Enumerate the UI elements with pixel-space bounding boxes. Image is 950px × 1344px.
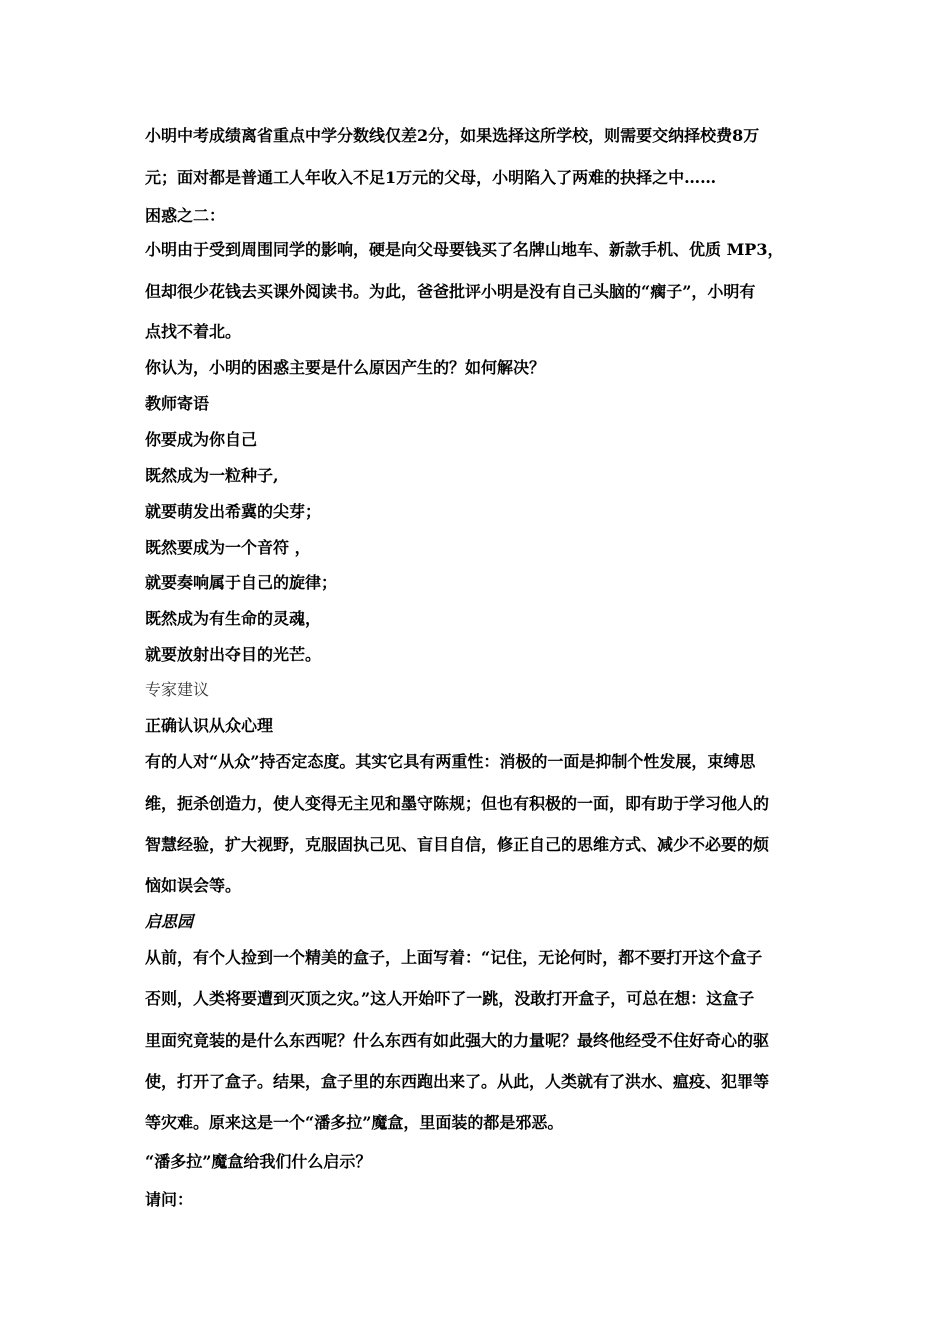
section-heading-teacher: 教师寄语	[145, 394, 210, 413]
subheading-conformity: 正确认识从众心理	[145, 716, 274, 735]
question-line: “潘多拉”魔盒给我们什么启示？	[145, 1152, 372, 1171]
paragraph-line: 维，扼杀创造力，使人变得无主见和墨守陈规；但也有积极的一面，即有助于学习他人的	[145, 794, 770, 813]
poem-line: 就要放射出夺目的光芒。	[145, 645, 322, 664]
section-heading-qisiyuan: 启思园	[145, 912, 194, 931]
paragraph-line: 恼如误会等。	[145, 876, 242, 895]
paragraph-line: 有的人对“从众”持否定态度。其实它具有两重性：消极的一面是抑制个性发展，束缚思	[145, 752, 756, 771]
paragraph-line: 智慧经验，扩大视野，克服固执己见、盲目自信，修正自己的思维方式、减少不必要的烦	[145, 835, 770, 854]
question-line: 你认为，小明的困惑主要是什么原因产生的？如何解决？	[145, 358, 546, 377]
paragraph-line: 点找不着北。	[145, 322, 242, 341]
paragraph-line: 元；面对都是普通工人年收入不足1万元的父母，小明陷入了两难的抉择之中……	[145, 168, 717, 187]
section-heading-expert: 专家建议	[145, 680, 210, 699]
poem-line: 既然成为一粒种子,	[145, 466, 279, 485]
paragraph-line: 等灾难。原来这是一个“潘多拉”魔盒，里面装的都是邪恶。	[145, 1113, 564, 1132]
poem-line: 就要萌发出希冀的尖芽；	[145, 502, 322, 521]
section-heading-confusion-2: 困惑之二：	[145, 206, 226, 225]
paragraph-line: 使，打开了盒子。结果，盒子里的东西跑出来了。从此，人类就有了洪水、瘟疫、犯罪等	[145, 1072, 770, 1091]
paragraph-line: 但却很少花钱去买课外阅读书。为此，爸爸批评小明是没有自己头脑的“瘸子”，小明有	[145, 282, 756, 301]
poem-line: 你要成为你自己	[145, 430, 258, 449]
paragraph-line: 小明中考成绩离省重点中学分数线仅差2分，如果选择这所学校，则需要交纳择校费8万	[145, 126, 760, 145]
paragraph-line: 里面究竟装的是什么东西呢？什么东西有如此强大的力量呢？最终他经受不住好奇心的驱	[145, 1031, 770, 1050]
poem-line: 既然成为有生命的灵魂，	[145, 609, 322, 628]
paragraph-line: 从前，有个人捡到一个精美的盒子，上面写着：“记住，无论何时，都不要打开这个盒子	[145, 948, 763, 967]
poem-line: 既然要成为一个音符 ，	[145, 538, 311, 557]
paragraph-line: 小明由于受到周围同学的影响，硬是向父母要钱买了名牌山地车、新款手机、优质 MP3，	[145, 240, 784, 259]
paragraph-line: 否则，人类将要遭到灭顶之灾。”这人开始吓了一跳，没敢打开盒子，可总在想：这盒子	[145, 989, 755, 1008]
poem-line: 就要奏响属于自己的旋律；	[145, 573, 338, 592]
ask-label: 请问：	[145, 1190, 194, 1209]
